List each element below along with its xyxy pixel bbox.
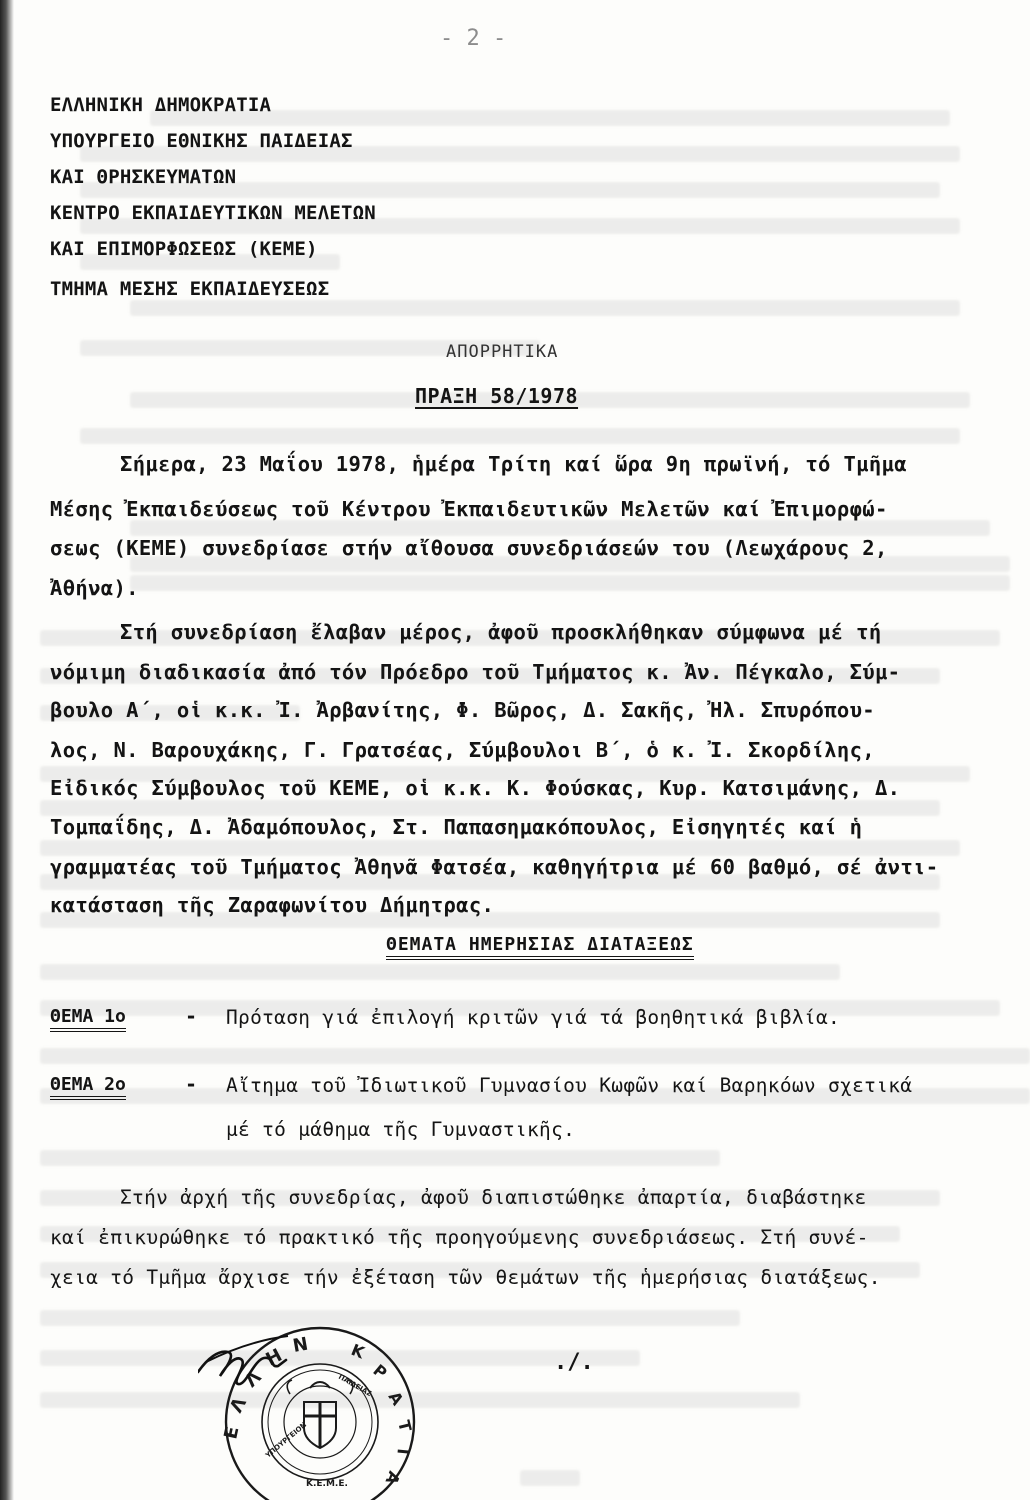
paragraph-2-line: Στή συνεδρίαση ἔλαβαν μέρος, ἀφοῦ προσκλήθηκαν σύμφωνα μέ τή bbox=[120, 620, 882, 644]
svg-text:Ρ: Ρ bbox=[369, 1360, 391, 1383]
header-line: ΚΑΙ ΘΡΗΣΚΕΥΜΑΤΩΝ bbox=[50, 166, 237, 188]
header-line: ΥΠΟΥΡΓΕΙΟ ΕΘΝΙΚΗΣ ΠΑΙΔΕΙΑΣ bbox=[50, 130, 353, 152]
agenda-item-dash: - bbox=[185, 1072, 198, 1096]
paragraph-1-line: Ἀθήνα). bbox=[50, 576, 139, 600]
svg-text:Η: Η bbox=[262, 1344, 286, 1371]
header-line: ΚΑΙ ΕΠΙΜΟΡΦΩΣΕΩΣ (ΚΕΜΕ) bbox=[50, 238, 318, 260]
agenda-item-dash: - bbox=[185, 1004, 198, 1028]
svg-text:Λ: Λ bbox=[240, 1366, 266, 1392]
doc-label: ΑΠΟΡΡΗΤΙΚΑ bbox=[446, 342, 559, 362]
svg-text:Λ: Λ bbox=[225, 1394, 251, 1417]
agenda-item-label: ΘΕΜΑ 2ο bbox=[50, 1074, 126, 1100]
svg-text:Ε: Ε bbox=[220, 1424, 244, 1442]
paragraph-2-line: νόμιμη διαδικασία ἀπό τόν Πρόεδρο τοῦ Τμήματος κ. Ἀν. Πέγκαλο, Σύμ- bbox=[50, 660, 901, 684]
paragraph-1-line: Σήμερα, 23 Μαΐου 1978, ἡμέρα Τρίτη καί ὥρα 9η πρωϊνή, τό Τμῆμα bbox=[120, 452, 907, 476]
svg-text:Ν: Ν bbox=[291, 1333, 310, 1357]
paragraph-3-line: Στήν ἀρχή τῆς συνεδρίας, ἀφοῦ διαπιστώθηκε ἀπαρτία, διαβάστηκε bbox=[120, 1186, 867, 1209]
header-line: ΤΜΗΜΑ ΜΕΣΗΣ ΕΚΠΑΙΔΕΥΣΕΩΣ bbox=[50, 278, 330, 300]
svg-text:ΥΠΟΥΡΓΕΙΟΝ: ΥΠΟΥΡΓΕΙΟΝ bbox=[264, 1420, 309, 1460]
paragraph-2-line: κατάσταση τῆς Ζαραφωνίτου Δήμητρας. bbox=[50, 893, 495, 917]
paragraph-1-line: Μέσης Ἐκπαιδεύσεως τοῦ Κέντρου Ἐκπαιδευτικῶν Μελετῶν καί Ἐπιμορφώ- bbox=[50, 497, 888, 521]
svg-text:Κ.Ε.Μ.Ε.: Κ.Ε.Μ.Ε. bbox=[306, 1479, 348, 1489]
svg-text:Κ: Κ bbox=[348, 1340, 368, 1363]
svg-text:Ι: Ι bbox=[393, 1447, 413, 1456]
scan-edge-shadow bbox=[0, 0, 14, 1500]
svg-text:ΠΑΙΔΕΙΑΣ: ΠΑΙΔΕΙΑΣ bbox=[337, 1372, 373, 1399]
act-title: ΠΡΑΞΗ 58/1978 bbox=[415, 384, 579, 408]
agenda-item-text: μέ τό μάθημα τῆς Γυμναστικῆς. bbox=[226, 1118, 576, 1141]
svg-text:Α: Α bbox=[384, 1388, 408, 1409]
official-seal-stamp bbox=[198, 1318, 418, 1500]
paragraph-2-line: λος, Ν. Βαρουχάκης, Γ. Γρατσέας, Σύμβουλοι Β΄, ὁ κ. Ἰ. Σκορδίλης, bbox=[50, 738, 875, 762]
agenda-item-text: Πρόταση γιά ἐπιλογή κριτῶν γιά τά βοηθητικά βιβλία. bbox=[226, 1006, 841, 1029]
svg-text:Τ: Τ bbox=[394, 1418, 416, 1434]
paragraph-2-line: γραμματέας τοῦ Τμήματος Ἀθηνᾶ Φατσέα, καθηγήτρια μέ 60 βαθμό, σέ ἀντι- bbox=[50, 855, 939, 879]
paragraph-3-line: χεια τό Τμῆμα ἄρχισε τήν ἐξέταση τῶν θεμάτων τῆς ἡμερήσιας διατάξεως. bbox=[50, 1266, 881, 1289]
paragraph-2-line: βουλο Α΄, οἱ κ.κ. Ἰ. Ἀρβανίτης, Φ. Βῶρος, Δ. Σακῆς, Ἠλ. Σπυρόπου- bbox=[50, 698, 875, 722]
paragraph-1-line: σεως (ΚΕΜΕ) συνεδρίασε στήν αἴθουσα συνεδριάσεών του (Λεωχάρους 2, bbox=[50, 536, 888, 560]
header-line: ΚΕΝΤΡΟ ΕΚΠΑΙΔΕΥΤΙΚΩΝ ΜΕΛΕΤΩΝ bbox=[50, 202, 376, 224]
paragraph-3-line: καί ἐπικυρώθηκε τό πρακτικό τῆς προηγούμενης συνεδριάσεως. Στή συνέ- bbox=[50, 1226, 869, 1249]
agenda-item-label: ΘΕΜΑ 1ο bbox=[50, 1006, 126, 1032]
agenda-title: ΘΕΜΑΤΑ ΗΜΕΡΗΣΙΑΣ ΔΙΑΤΑΞΕΩΣ bbox=[386, 934, 694, 960]
paragraph-2-line: Τομπαΐδης, Δ. Ἀδαμόπουλος, Στ. Παπασημακόπουλος, Εἰσηγητές καί ἡ bbox=[50, 815, 863, 839]
header-line: ΕΛΛΗΝΙΚΗ ΔΗΜΟΚΡΑΤΙΑ bbox=[50, 94, 272, 116]
paragraph-2-line: Εἰδικός Σύμβουλος τοῦ ΚΕΜΕ, οἱ κ.κ. Κ. Φούσκας, Κυρ. Κατσιμάνης, Δ. bbox=[50, 776, 901, 800]
page-number: - 2 - bbox=[440, 26, 507, 51]
svg-text:Α: Α bbox=[381, 1468, 404, 1488]
agenda-item-text: Αἴτημα τοῦ Ἰδιωτικοῦ Γυμνασίου Κωφῶν καί Βαρηκόων σχετικά bbox=[226, 1074, 913, 1097]
closing-mark: ./. bbox=[554, 1350, 594, 1375]
